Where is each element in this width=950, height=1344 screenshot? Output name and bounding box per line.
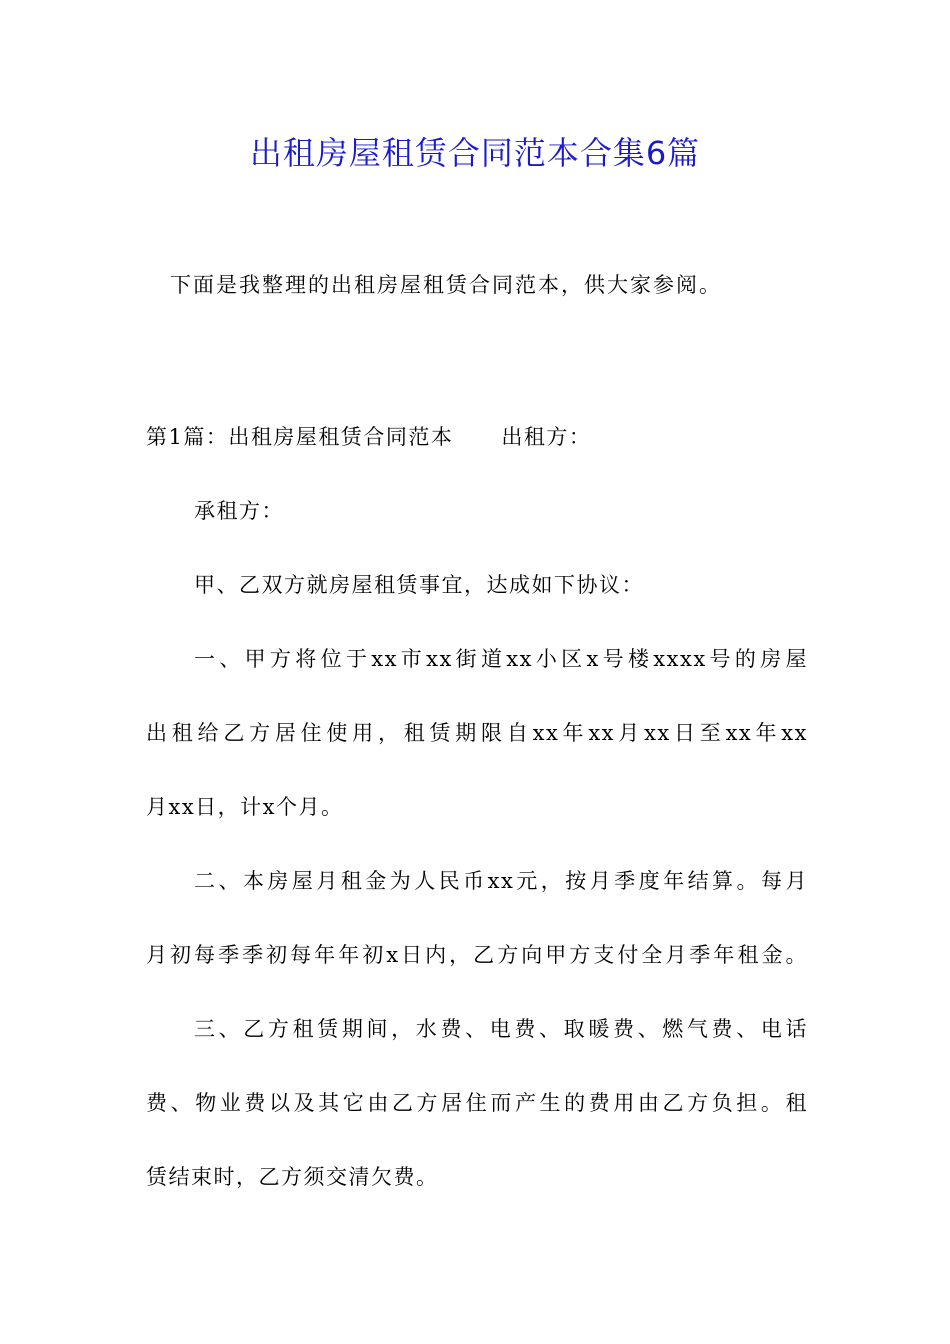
landlord-label: 出租方：: [501, 425, 592, 449]
section-heading: 第1篇：出租房屋租赁合同范本: [146, 425, 454, 449]
clause-2-line-2: 月初每季季初每年年初x日内，乙方向甲方支付全月季年租金。: [146, 943, 808, 967]
clause-2-line-1: 二、本房屋月租金为人民币xx元，按月季度年结算。每月: [194, 869, 808, 893]
intro-paragraph: 下面是我整理的出租房屋租赁合同范本，供大家参阅。: [170, 273, 722, 297]
clause-3-line-2: 费、物业费以及其它由乙方居住而产生的费用由乙方负担。租: [146, 1091, 808, 1115]
agreement-intro: 甲、乙双方就房屋租赁事宜，达成如下协议：: [194, 573, 644, 597]
tenant-label: 承租方：: [194, 499, 284, 523]
clause-3-line-1: 三、乙方租赁期间，水费、电费、取暖费、燃气费、电话: [194, 1017, 808, 1041]
document-title: 出租房屋租赁合同范本合集6篇: [249, 134, 701, 172]
clause-1-line-1: 一、甲方将位于xx市xx街道xx小区x号楼xxxx号的房屋: [194, 647, 808, 671]
clause-1-line-3: 月xx日，计x个月。: [146, 795, 344, 819]
clause-1-line-2: 出租给乙方居住使用，租赁期限自xx年xx月xx日至xx年xx: [146, 721, 808, 745]
clause-3-line-3: 赁结束时，乙方须交清欠费。: [146, 1165, 439, 1189]
section-heading-line: [146, 420, 591, 454]
